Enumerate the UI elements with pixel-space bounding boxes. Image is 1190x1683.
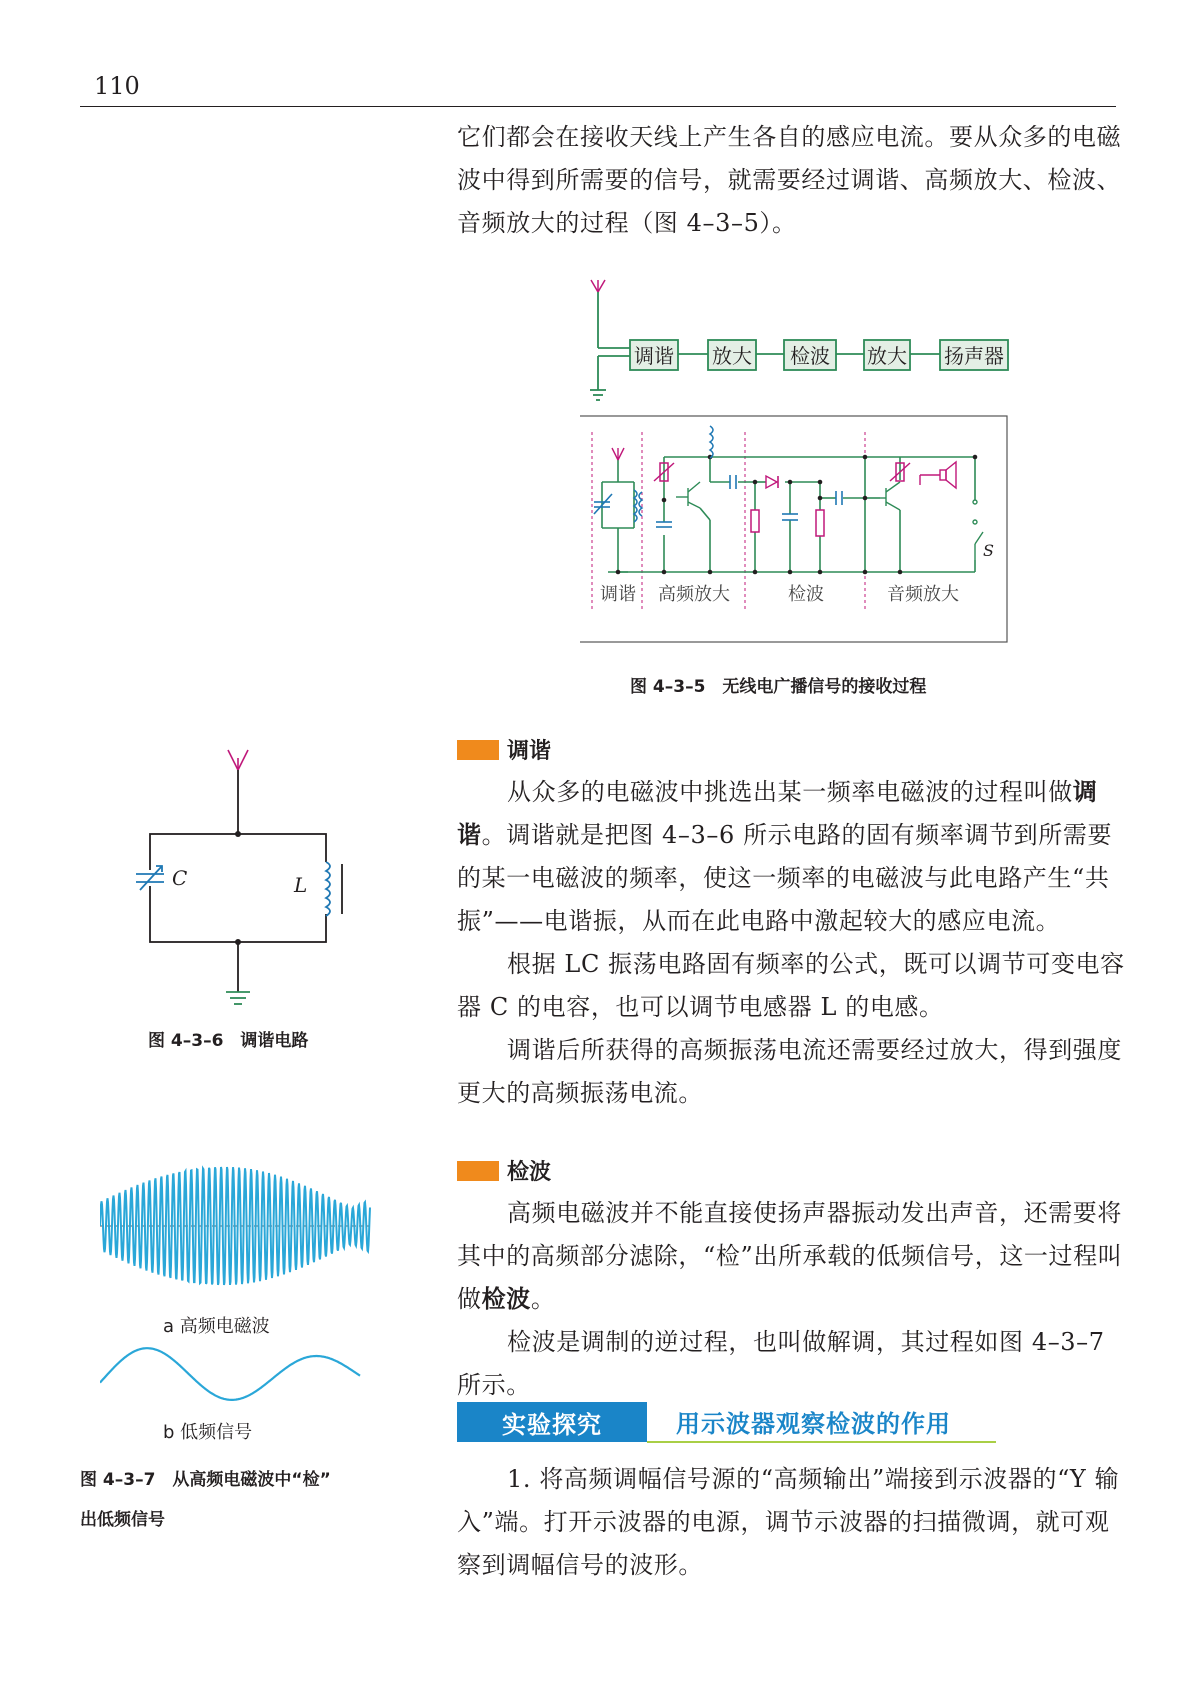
figure-437b-wave <box>100 1340 380 1410</box>
block-detect <box>784 340 836 370</box>
section-label-rf-amp: 高频放大 <box>658 584 730 605</box>
tuning-paragraph-3: 调谐后所获得的高频振荡电流还需要经过放大，得到强度更大的高频振荡电流。 <box>457 1036 1122 1107</box>
inductor-icon <box>320 862 342 916</box>
antenna-icon <box>228 750 248 770</box>
low-frequency-wave-path <box>100 1348 360 1400</box>
ground-icon <box>226 992 250 1004</box>
experiment-label: 实验探究 <box>457 1402 647 1442</box>
block-label: 扬声器 <box>944 344 1004 368</box>
block-speaker <box>940 340 1008 370</box>
switch-label: S <box>983 541 994 560</box>
experiment-body <box>457 1458 1127 1587</box>
figure-437a-wave <box>100 1146 380 1306</box>
figure-436-diagram <box>130 740 350 1020</box>
circuit-frame <box>580 416 1007 642</box>
block-label: 放大 <box>867 344 907 368</box>
caption-line-1: 图 4–3–7 从高频电磁波中“检” <box>80 1470 331 1490</box>
figure-437b-label: b 低频信号 <box>163 1422 253 1443</box>
block-label: 调谐 <box>634 344 674 368</box>
inductor-label: L <box>294 873 308 897</box>
section-label-tuning: 调谐 <box>600 584 636 605</box>
keyword-detection: 检波 <box>481 1285 531 1313</box>
block-tuning <box>630 340 678 370</box>
tuning-paragraph-1: 从众多的电磁波中挑选出某一频率电磁波的过程叫做调谐。调谐就是把图 4–3–6 所示电路的固有频率调节到所需要的某一电磁波的频率，使这一频率的电磁波与此电路产生“共振”——电谐振，从而在此电路中激起较大的感应电流。 <box>457 778 1113 935</box>
am-wave-path <box>100 1167 370 1285</box>
tuning-paragraph-2: 根据 LC 振荡电路固有频率的公式，既可以调节可变电容器 C 的电容，也可以调节电感器 L 的电感。 <box>457 950 1125 1021</box>
heading-text: 调谐 <box>507 739 552 764</box>
section-label-audio-amp: 音频放大 <box>887 584 959 605</box>
experiment-title: 用示波器观察检波的作用 <box>676 1410 951 1438</box>
block-label: 放大 <box>712 344 752 368</box>
capacitor-label: C <box>172 866 188 890</box>
block-label: 检波 <box>790 344 830 368</box>
block-amp-1 <box>708 340 756 370</box>
figure-437-caption <box>80 1460 331 1540</box>
figure-435-caption: 图 4–3–5 无线电广播信号的接收过程 <box>630 677 927 697</box>
experiment-underline <box>647 1441 996 1443</box>
section-heading-tuning <box>457 734 551 765</box>
intro-text: 它们都会在接收天线上产生各自的感应电流。要从众多的电磁波中得到所需要的信号，就需要经过调谐、高频放大、检波、音频放大的过程（图 4–3–5）。 <box>457 123 1122 237</box>
figure-436-caption: 图 4–3–6 调谐电路 <box>148 1031 309 1051</box>
detection-body <box>457 1192 1127 1407</box>
figure-435-diagram <box>580 270 1040 650</box>
antenna-icon <box>591 280 605 292</box>
heading-marker <box>457 740 499 760</box>
caption-line-2: 出低频信号 <box>80 1510 165 1530</box>
intro-paragraph <box>457 116 1127 245</box>
section-heading-detection <box>457 1155 551 1186</box>
heading-text: 检波 <box>507 1160 552 1185</box>
experiment-paragraph-1: 1. 将高频调幅信号源的“高频输出”端接到示波器的“Y 输入”端。打开示波器的电源，调节示波器的扫描微调，就可观察到调幅信号的波形。 <box>457 1465 1120 1579</box>
tuning-body <box>457 771 1127 1115</box>
header-rule <box>80 106 1116 107</box>
heading-marker <box>457 1161 499 1181</box>
keyword-tuning: 调谐 <box>457 778 1098 849</box>
block-amp-2 <box>864 340 910 370</box>
page-number: 110 <box>94 72 140 100</box>
detection-paragraph-2: 检波是调制的逆过程，也叫做解调，其过程如图 4–3–7 所示。 <box>457 1328 1105 1399</box>
section-label-detect: 检波 <box>788 584 824 605</box>
detection-paragraph-1: 高频电磁波并不能直接使扬声器振动发出声音，还需要将其中的高频部分滤除，“检”出所承载的低频信号，这一过程叫做检波。 <box>457 1199 1123 1313</box>
figure-437a-label: a 高频电磁波 <box>163 1316 270 1337</box>
